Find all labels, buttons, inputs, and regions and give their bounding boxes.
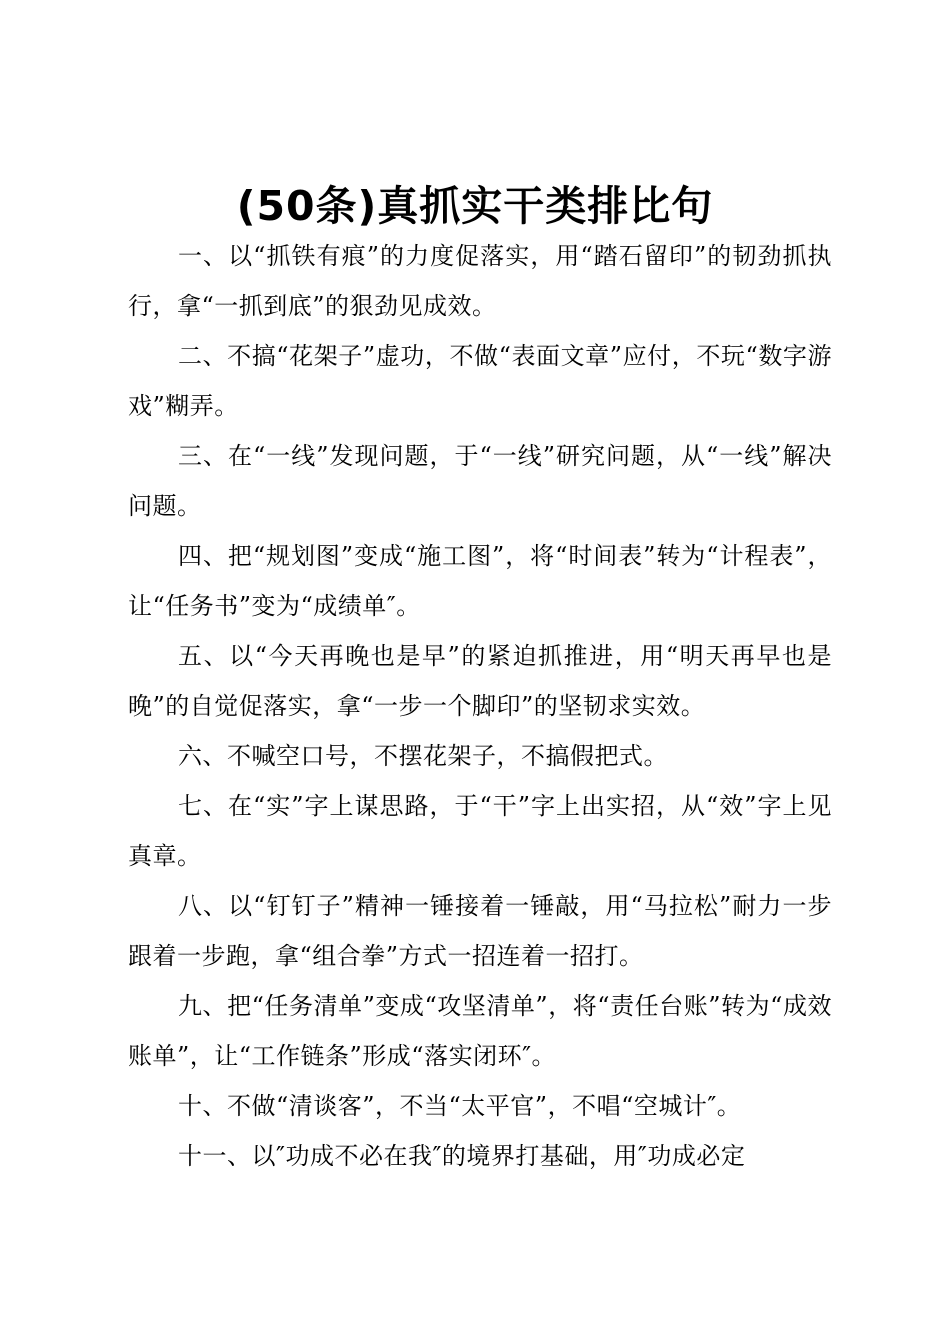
paragraph-1: 一、以“抓铁有痕”的力度促落实，用“踏石留印”的韧劲抓执行，拿“一抓到底”的狠劲见成效。 <box>128 242 832 320</box>
paragraph-7: 七、在“实”字上谋思路，于“干”字上出实招，从“效”字上见真章。 <box>128 792 832 870</box>
paragraph-4: 四、把“规划图”变成“施工图”，将“时间表”转为“计程表”，让“任务书”变为“成绩单″。 <box>128 542 832 620</box>
paragraph-10: 十、不做“清谈客”，不当“太平官”，不唱“空城计″。 <box>178 1092 742 1120</box>
paragraph-3: 三、在“一线”发现问题，于“一线”研究问题，从“一线”解决问题。 <box>128 442 832 520</box>
paragraph-11: 十一、以″功成不必在我″的境界打基础，用″功成必定 <box>178 1142 746 1170</box>
document-title: (50条)真抓实干类排比句 <box>236 182 714 230</box>
document-body <box>128 231 832 1181</box>
paragraph-2: 二、不搞“花架子”虚功，不做“表面文章”应付，不玩“数字游戏”糊弄。 <box>128 342 832 420</box>
paragraph-9: 九、把“任务清单”变成“攻坚清单”，将“责任台账”转为“成效账单”，让“工作链条”形成“落实闭环″。 <box>128 992 832 1070</box>
paragraph-5: 五、以“今天再晚也是早”的紧迫抓推进，用“明天再早也是晚”的自觉促落实，拿“一步一个脚印”的坚韧求实效。 <box>128 642 832 720</box>
paragraph-8: 八、以“钉钉子”精神一锤接着一锤敲，用“马拉松”耐力一步跟着一步跑，拿“组合拳”方式一招连着一招打。 <box>128 892 832 970</box>
paragraph-6: 六、不喊空口号，不摆花架子，不搞假把式。 <box>178 742 668 770</box>
